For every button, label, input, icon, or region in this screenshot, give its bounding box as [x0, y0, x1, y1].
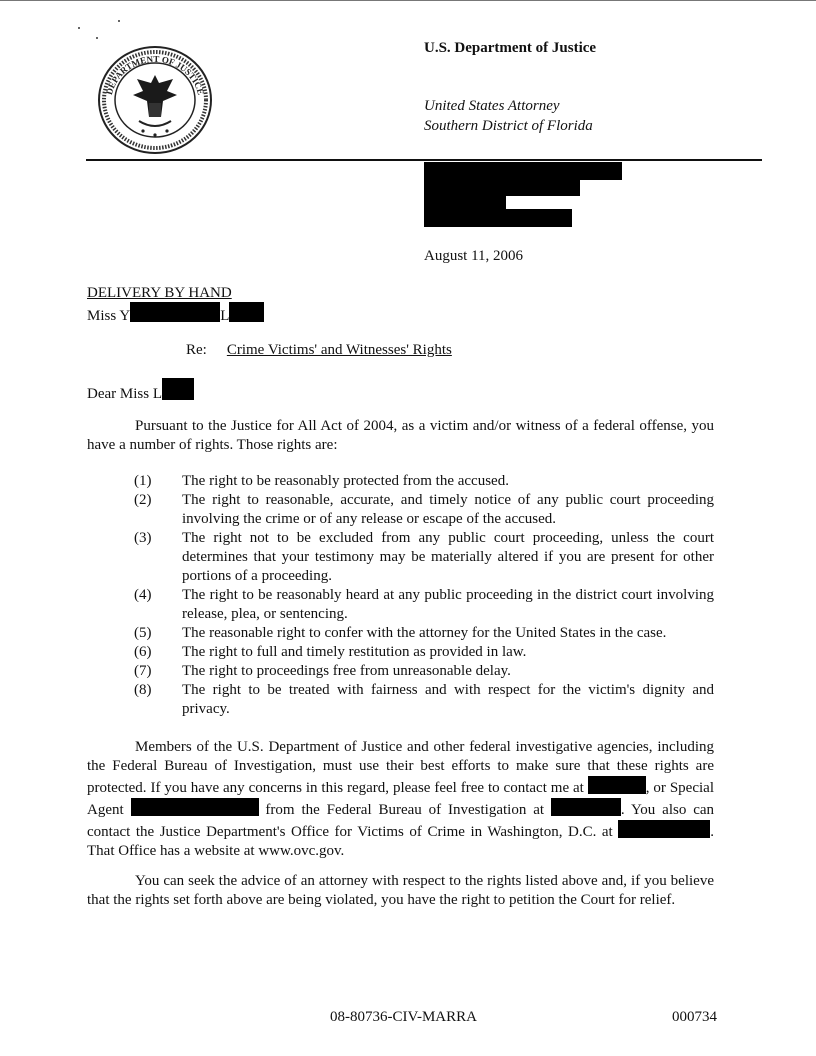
advice-text: You can seek the advice of an attorney with respect to the rights listed above and, if you believe that the rights set forth above are being violated, you have the right to petition the Court for relief. [87, 873, 714, 908]
redaction-block [131, 798, 259, 816]
department-name: U.S. Department of Justice [424, 40, 597, 56]
rights-list [134, 472, 714, 719]
salutation-text: Dear Miss L [87, 386, 162, 402]
delivery-method: DELIVERY BY HAND [87, 285, 232, 301]
list-item: (1) The right to be reasonably protected from the accused. [134, 473, 509, 489]
advice-paragraph [87, 872, 714, 910]
addressee-initial: L [220, 308, 230, 324]
scan-speck [118, 20, 120, 22]
list-item: (8) The right to be treated with fairness and with respect for the victim's dignity and privacy. [134, 682, 714, 717]
office-block [424, 96, 593, 136]
subject-line [186, 342, 452, 359]
list-item: (4) The right to be reasonably heard at any public proceeding in the district court involving release, plea, or sentencing. [134, 587, 714, 622]
redaction-block [551, 798, 621, 816]
redaction-block [229, 302, 264, 322]
case-number: 08-80736-CIV-MARRA [330, 1009, 477, 1025]
scan-speck [78, 27, 80, 29]
addressee-prefix: Miss Y [87, 308, 131, 324]
page-top-edge [0, 0, 816, 1]
members-paragraph: Members of the U.S. Department of Justice and other federal investigative agencies, including the Federal Bureau of Investigation, must use their best efforts to make sure that these rights are protected. If you have any concerns in this regard, please feel free to contact me at , or Special Agent from the Federal Bureau of Investigation at . You also can contact the Justice Department's Office for Victims of Crime in Washington, D.C. at . That Office has a website at www.ovc.gov. [87, 739, 715, 859]
list-item: (5) The reasonable right to confer with the attorney for the United States in the case. [134, 625, 667, 641]
list-item: (6) The right to full and timely restitution as provided in law. [134, 644, 527, 660]
list-item: (3) The right not to be excluded from any public court proceeding, unless the court determines that your testimony may be materially altered if you are present for other portions of a proceeding. [134, 530, 714, 584]
redaction-block [424, 194, 506, 210]
list-item: (2) The right to reasonable, accurate, and timely notice of any public court proceeding involving the crime or of any release or escape of the accused. [134, 492, 714, 527]
list-item: (7) The right to proceedings free from unreasonable delay. [134, 663, 511, 679]
office-line-2: Southern District of Florida [424, 118, 593, 134]
header-rule [86, 159, 762, 161]
redaction-block [424, 209, 572, 227]
intro-text: Pursuant to the Justice for All Act of 2004, as a victim and/or witness of a federal offense, you have a number of rights. Those rights are: [87, 418, 714, 453]
re-label: Re: [186, 342, 207, 358]
letter-date: August 11, 2006 [424, 248, 524, 264]
doj-seal-icon [97, 45, 213, 155]
intro-paragraph [87, 417, 714, 455]
addressee-line [87, 302, 264, 325]
salutation [87, 378, 194, 403]
redaction-block [588, 776, 646, 794]
redaction-block [618, 820, 710, 838]
bates-number: 000734 [672, 1009, 717, 1025]
office-line-1: United States Attorney [424, 98, 560, 114]
redaction-block [130, 302, 220, 322]
svg-text:DEPARTMENT OF JUSTICE: DEPARTMENT OF JUSTICE [103, 53, 207, 96]
scan-speck [96, 37, 98, 39]
re-subject: Crime Victims' and Witnesses' Rights [226, 342, 452, 358]
redaction-block [162, 378, 194, 400]
